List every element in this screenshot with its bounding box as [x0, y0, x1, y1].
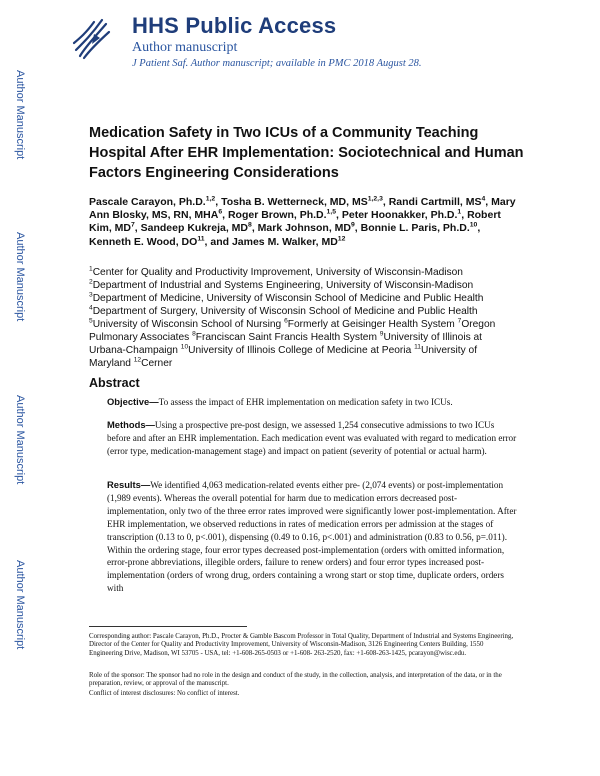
- author-list: Pascale Carayon, Ph.D.$^{1,2}$, Tosha B. Wetterneck, MD, MS$^{1,2,3}$, Randi Cartmill, $MS^4$, Mary Ann Blosky, MS, RN, MHA$^6$, Roger Brown, Ph.D.$^{1,5}$, Peter Hoonakker, Ph.D.$^1$, Robert Kim, $MD^7$, Sandeep Kukreja, $MD^8$, Mark Johnson, $MD^9$, Bonnie L. Paris, Ph.D.$^{10}$, Kenneth E. Wood, DO$^{11}$, and James M. Walker, MD$^{12}$: [89, 195, 516, 248]
- author-conjunction: and: [210, 235, 230, 248]
- side-label: Author Manuscript: [14, 560, 26, 650]
- side-label: Author Manuscript: [14, 70, 26, 160]
- author: Peter Hoonakker, Ph.D.$^1$: [341, 208, 462, 222]
- abstract-heading: Abstract: [89, 376, 140, 390]
- conflict-footnote: Conflict of interest disclosures: No conflict of interest.: [89, 690, 240, 697]
- citation-details: Author manuscript; available in PMC 2018 August 28.: [188, 58, 422, 69]
- affiliations: $^1$Center for Quality and Productivity Improvement, University of Wisconsin-Madison $^2$Department of Industrial and Systems Engineering, University of Wisconsin-Madison $^3$Department of Medicine, University of Wisconsin School of Medicine and Public Health $^4$Department of Surgery, University of Wisconsin School of Medicine and Public Health $^5$University of Wisconsin School of Nursing $^6$Formerly at Geisinger Health System $^7$Oregon Pulmonary Associates $^8$Franciscan Saint Francis Health System $^9$University of Illinois at Urbana-Champaign $^{10}$University of Illinois College of Medicine at Peoria $^{11}$University of Maryland $^{12}$Cerner: [89, 265, 496, 369]
- author: James M. Walker, MD$^{12}$: [231, 235, 346, 248]
- author: Mary Ann Blosky, MS, RN, MHA$^6$: [89, 196, 516, 222]
- footnote-divider: [89, 626, 247, 627]
- hhs-eagle-logo-icon: [72, 16, 112, 60]
- abstract-methods: Methods—Using a prospective pre-post design, we assessed 1,254 consecutive admissions to two ICUs before and after an EHR implementation. Each medication event was evaluated with regard to medication error (error type, medication-management stage) and impact on patient (severity of potential or actual harm).: [107, 419, 517, 456]
- journal-name[interactable]: J Patient Saf.: [132, 58, 189, 69]
- side-label: Author Manuscript: [14, 232, 26, 322]
- author: Sandeep Kukreja, $MD^8$: [140, 221, 252, 235]
- results-label: Results—: [107, 479, 151, 490]
- author: Tosha B. Wetterneck, MD, MS$^{1,2,3}$: [221, 195, 383, 208]
- author: Kenneth E. Wood, DO$^{11}$: [89, 235, 205, 248]
- objective-label: Objective—: [107, 396, 159, 407]
- author: Pascale Carayon, Ph.D.$^{1,2}$: [89, 195, 216, 208]
- author: Randi Cartmill, $MS^4$: [388, 195, 486, 208]
- corresponding-author-footnote: Corresponding author: Pascale Carayon, Ph.D., Procter & Gamble Bascom Professor in Total Quality, Department of Industrial and Systems Engineering, Director of the Center for Quality and Productivity Improvement, University of Wisconsin-Madison, 3126 Engineering Centers Building, 1550 Engineering Drive, Madison, WI 53705 - USA, tel: +1-608-265-0503 or +1-608- 263-2520, fax: +1-608-263-1425, pcarayon@wisc.edu.: [89, 633, 514, 657]
- methods-label: Methods—: [107, 419, 155, 430]
- author: Bonnie L. Paris, Ph.D.$^{10}$: [360, 221, 478, 235]
- author: Roger Brown, Ph.D.$^{1,5}$: [227, 208, 337, 222]
- side-label: Author Manuscript: [14, 395, 26, 485]
- article-title: Medication Safety in Two ICUs of a Community Teaching Hospital After EHR Implementation: Sociotechnical and Human Factors Engineering Considerations: [89, 125, 524, 181]
- journal-citation: [132, 58, 422, 69]
- sponsor-role-footnote: Role of the sponsor: The sponsor had no role in the design and conduct of the study, in the collection, analysis, and interpretation of the data, or in the preparation, review, or approval of the manuscript.: [89, 672, 502, 688]
- abstract-objective: Objective—To assess the impact of EHR implementation on medication safety in two ICUs.: [107, 396, 453, 407]
- author: Robert Kim, $MD^7$: [89, 209, 501, 235]
- author-manuscript-label: Author manuscript: [132, 40, 238, 55]
- hhs-public-access-title: HHS Public Access: [132, 13, 337, 38]
- author: Mark Johnson, $MD^9$: [257, 221, 355, 235]
- abstract-results: Results—We identified 4,063 medication-related events either pre- (2,074 events) or post-implementation (1,989 events). Whereas the overall potential for harm due to medication errors decreased post-implementation, only two of the three error rates improved were significantly lower post-implementation. After EHR implementation, we observed reductions in rates of medication errors per admission at the stages of transcription (0.13 to 0, p<.001), dispensing (0.49 to 0.16, p<.001) and administration (0.83 to 0.56, p=.011). Within the ordering stage, four error types decreased post-implementation (orders with omitted information, error-prone abbreviations, illegible orders, failure to renew orders) and four error types increased post-implementation (orders of wrong drug, orders containing a wrong start or stop time, duplicate orders, orders with: [107, 479, 517, 594]
